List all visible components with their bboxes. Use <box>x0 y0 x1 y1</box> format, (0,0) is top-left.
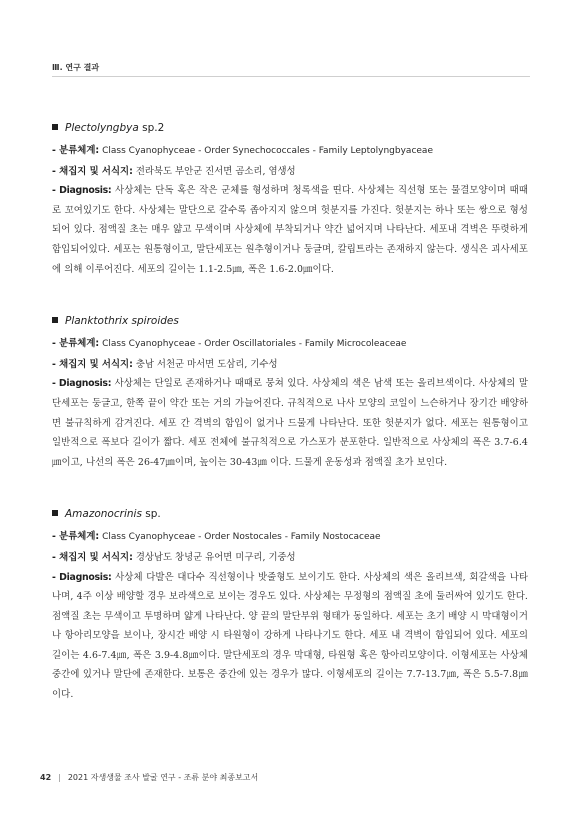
location-label: - 채집지 및 서식지: <box>52 165 133 177</box>
species-epithet: spiroides <box>131 315 179 328</box>
page-number: 42 <box>40 773 52 782</box>
species-title <box>52 120 528 137</box>
classification-value: Class Cyanophyceae - Order Oscillatoriales - Family Microcoleaceae <box>102 339 407 350</box>
diagnosis-label: - Diagnosis: <box>52 185 112 197</box>
header-divider <box>52 76 530 77</box>
location-value: 경상남도 창녕군 유어면 미구리, 기중성 <box>135 551 296 563</box>
location-value: 전라북도 부안군 진서면 곰소리, 염생성 <box>135 165 296 177</box>
classification-value: Class Cyanophyceae - Order Nostocales - Family Nostocaceae <box>102 532 381 543</box>
location-label: - 채집지 및 서식지: <box>52 358 133 370</box>
species-epithet: sp.2 <box>142 122 165 134</box>
species-epithet: sp. <box>145 508 161 521</box>
square-bullet-icon <box>52 124 58 130</box>
classification-line <box>52 527 528 548</box>
diagnosis-paragraph <box>52 568 528 705</box>
location-line <box>52 162 528 182</box>
diagnosis-label: - Diagnosis: <box>52 378 112 390</box>
report-title: 2021 자생생물 조사 발굴 연구 - 조류 분야 최종보고서 <box>67 773 259 782</box>
species-title <box>52 313 528 330</box>
species-entry-1 <box>52 120 528 279</box>
classification-label: - 분류체계: <box>52 338 100 350</box>
genus-name: Planktothrix <box>65 315 129 328</box>
square-bullet-icon <box>52 510 58 516</box>
diagnosis-label: - Diagnosis: <box>52 571 112 583</box>
diagnosis-text: 사상체는 단일로 존재하거나 때때로 뭉쳐 있다. 사상체의 색은 남색 또는 올리브색이다. 사상체의 말단세포는 둥글고, 한쪽 끝이 약간 또는 거의 가늘어진다. 규칙적으로 나사 모양의 코일이 느슨하거나 장기간 배양하면 불규칙하게 감겨진다. 세포 간 격벽의 함입이 없거나 드물게 나타난다. 또한 헛분지가 없다. 세포는 원통형이고 일반적으로 폭보다 길이가 짧다. 세포 전체에 불규칙적으로 가스포가 분포한다. 일반적으로 사상체의 폭은 3.7-6.4㎛이고, 나선의 폭은 26-47㎛이며, 높이는 30-43㎛ 이다. 드물게 운동성과 점액질 초가 보인다. <box>52 378 528 468</box>
diagnosis-paragraph <box>52 374 528 472</box>
genus-name: Amazonocrinis <box>65 508 142 521</box>
footer-separator: | <box>58 773 61 782</box>
species-list <box>52 120 528 739</box>
species-entry-3 <box>52 506 528 704</box>
classification-label: - 분류체계: <box>52 531 100 543</box>
location-line <box>52 355 528 375</box>
species-title <box>52 506 528 523</box>
running-header: Ⅲ. 연구 결과 <box>52 63 100 72</box>
classification-value: Class Cyanophyceae - Order Synechococcales - Family Leptolyngbyaceae <box>102 146 433 156</box>
location-label: - 채집지 및 서식지: <box>52 551 133 563</box>
square-bullet-icon <box>52 317 58 323</box>
classification-line <box>52 141 528 162</box>
diagnosis-text: 사상체 다발은 대다수 직선형이나 밧줄형도 보이기도 한다. 사상체의 색은 올리브색, 회갈색을 나타나며, 4주 이상 배양할 경우 보라색으로 보이는 경우도 있다. 사상체는 무정형의 점액질 초에 둘러싸여 있기도 한다. 점액질 초는 무색이고 투명하며 얇게 나타난다. 양 끝의 말단부위 형태가 동일하다. 세포는 초기 배양 시 막대형이거나 항아리모양을 보이나, 장시간 배양 시 타원형이 강하게 나타나기도 한다. 세포 내 격벽이 함입되어 있다. 세포의 길이는 4.6-7.4㎛, 폭은 3.9-4.8㎛이다. 말단세포의 경우 막대형, 타원형 혹은 항아리모양이다. 이형세포는 사상체 중간에 있거나 말단에 존재한다. 보통은 중간에 있는 경우가 많다. 이형세포의 길이는 7.7-13.7㎛, 폭은 5.5-7.8㎛이다. <box>52 571 529 701</box>
location-value: 충남 서천군 마서면 도삼리, 기수성 <box>135 358 278 370</box>
classification-label: - 분류체계: <box>52 145 100 156</box>
species-entry-2 <box>52 313 528 472</box>
classification-line <box>52 334 528 355</box>
page-footer <box>40 772 258 783</box>
genus-name: Plectolyngbya <box>65 122 139 134</box>
diagnosis-paragraph <box>52 181 528 279</box>
location-line <box>52 548 528 568</box>
diagnosis-text: 사상체는 단독 혹은 작은 군체를 형성하며 청록색을 띤다. 사상체는 직선형 또는 물결모양이며 때때로 꼬여있기도 한다. 사상체는 말단으로 갈수록 좁아지지 않으며 헛분지를 가진다. 헛분지는 하나 또는 쌍으로 형성되어 있다. 점액질 초는 매우 얇고 무색이며 사상체에 부착되거나 약간 넓어지며 나타난다. 세포내 격벽은 뚜렷하게 함입되어있다. 세포는 원통형이고, 말단세포는 원추형이거나 둥글며, 칼립트라는 존재하지 않는다. 생식은 괴사세포에 의해 이루어진다. 세포의 길이는 1.1-2.5㎛, 폭은 1.6-2.0㎛이다. <box>52 185 528 275</box>
